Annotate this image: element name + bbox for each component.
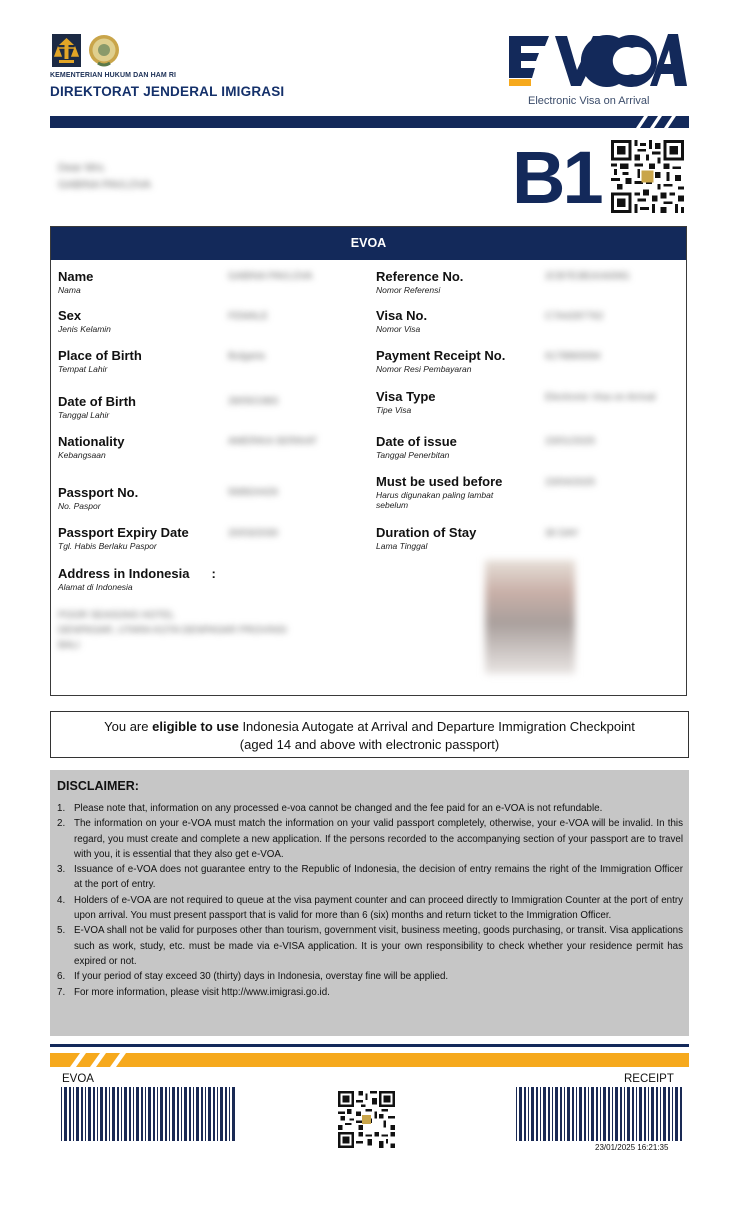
field-label: Must be used before: [376, 474, 503, 489]
address-label-text: Address in Indonesia: [58, 566, 190, 581]
recipient-greeting: Dear Mrs.: [58, 162, 107, 174]
address-colon: :: [211, 566, 216, 581]
item-number: 6.: [57, 971, 66, 983]
qr-code-bottom-icon: [338, 1091, 395, 1153]
autogate-rest: Indonesia Autogate at Arrival and Departure Immigration Checkpoint: [242, 719, 635, 734]
autogate-bold: eligible to use: [152, 719, 239, 734]
immigration-seal-icon: [89, 35, 119, 65]
item-number: 1.: [57, 803, 66, 814]
field-sublabel: Jenis Kelamin: [58, 324, 111, 334]
field-reference-no: [376, 269, 463, 295]
field-must-be-used-before: [376, 474, 526, 510]
field-value: C7A4287762: [545, 311, 604, 322]
list-item: [57, 923, 683, 969]
footer-divider-bar: [50, 1044, 689, 1068]
field-sublabel: Tempat Lahir: [58, 364, 108, 374]
list-item: [57, 801, 683, 816]
list-item: [57, 893, 683, 924]
evoa-logo: [505, 30, 690, 95]
footer-receipt-label: RECEIPT: [624, 1073, 674, 1085]
field-value: 20/03/2030: [228, 528, 279, 539]
list-item: [57, 969, 683, 984]
field-value: 2CB7E3B1KA0081: [545, 271, 631, 282]
field-date-of-issue: [376, 434, 457, 460]
autogate-prefix: You are: [104, 719, 149, 734]
field-sublabel: Nama: [58, 285, 81, 295]
evoa-tagline: Electronic Visa on Arrival: [528, 95, 650, 107]
applicant-photo: [485, 560, 575, 674]
field-value: 28/05/1983: [228, 396, 279, 407]
field-sublabel: Tipe Visa: [376, 405, 412, 415]
list-item: [57, 816, 683, 862]
field-label: Date of issue: [376, 434, 457, 449]
field-value: 23/01/2025: [545, 436, 596, 447]
field-sublabel: Nomor Visa: [376, 324, 421, 334]
field-date-of-birth: [58, 394, 136, 420]
field-label: Sex: [58, 308, 82, 323]
field-sublabel: No. Paspor: [58, 501, 101, 511]
field-sublabel: Tanggal Penerbitan: [376, 450, 450, 460]
field-label: Payment Receipt No.: [376, 348, 506, 363]
recipient-block: [58, 160, 151, 194]
field-visa-type: [376, 389, 436, 415]
item-number: 7.: [57, 986, 66, 998]
field-passport-expiry: [58, 525, 189, 551]
ministry-emblem-icon: [52, 34, 81, 67]
field-sublabel: Harus digunakan paling lambat sebelum: [376, 490, 494, 510]
field-value: Electronic Visa on Arrival: [545, 392, 656, 403]
item-text: Holders of e-VOA are not required to queue at the visa payment counter and can proceed directly to Immigration Counter at the port of entry upon arrival. You must present passport that is valid for more than 6 (six) months and return ticket to the Immigration Officer.: [74, 894, 683, 922]
directorate-name: DIREKTORAT JENDERAL IMIGRASI: [50, 84, 285, 99]
address-value: [58, 608, 287, 653]
field-sublabel: Tgl. Habis Berlaku Paspor: [58, 541, 157, 551]
field-label: Visa No.: [376, 308, 428, 323]
field-visa-no: [376, 308, 427, 334]
field-label: Name: [58, 269, 94, 284]
item-number: 4.: [57, 894, 66, 906]
item-number: 3.: [57, 864, 66, 876]
autogate-line-1: [51, 718, 688, 736]
field-value: 30 DAY: [545, 528, 579, 539]
field-value: 568924426: [228, 487, 279, 498]
disclaimer-title: DISCLAIMER:: [57, 779, 139, 793]
government-logos: [50, 33, 126, 74]
item-text: Issuance of e-VOA does not guarantee entry to the Republic of Indonesia, the decision of entry remains the right of the Immigration Officer at the port of entry.: [74, 864, 683, 891]
item-text: Please note that, information on any processed e-voa cannot be changed and the fee paid for an e-VOA is not refundable.: [74, 803, 603, 814]
field-value: 6178860094: [545, 351, 601, 362]
address-line: DENPASAR, UTARA KOTA DENPASAR PROVINSI: [58, 625, 287, 636]
footer-evoa-label: EVOA: [62, 1073, 94, 1085]
item-number: 5.: [57, 925, 66, 937]
field-label: Place of Birth: [58, 348, 142, 363]
field-address: [58, 566, 216, 592]
field-label: Date of Birth: [58, 394, 136, 409]
item-text: If your period of stay exceed 30 (thirty) days in Indonesia, overstay fine will be applied.: [74, 971, 449, 983]
field-sublabel: Nomor Resi Pembayaran: [376, 364, 472, 374]
disclaimer-list: [57, 801, 683, 1000]
field-payment-receipt-no: [376, 348, 505, 374]
field-place-of-birth: [58, 348, 142, 374]
barcode-receipt-icon: [516, 1087, 684, 1146]
card-title: EVOA: [51, 227, 686, 260]
field-sex: [58, 308, 111, 334]
field-label: Visa Type: [376, 389, 436, 404]
field-sublabel: Nomor Referensi: [376, 285, 441, 295]
address-line: POOR SEASONS HOTEL: [58, 610, 175, 621]
receipt-timestamp: 23/01/2025 16:21:35: [595, 1143, 669, 1152]
field-name: [58, 269, 93, 295]
header-divider-bar: [50, 115, 689, 127]
autogate-notice: [50, 711, 689, 758]
field-nationality: [58, 434, 124, 460]
item-text: The information on your e-VOA must match the information on your valid passport completely, otherwise, your e-VOA will be invalid. In this regard, you must create and complete a new application. If the persons recorded to the accompanying section of your passport are to travel with you, it is essential that they also get e-VOA.: [74, 818, 683, 860]
item-text: E-VOA shall not be valid for purposes other than tourism, government visit, business meeting, goods purchasing, or transit. Visa applications such as work, study, etc. must be made via e-VISA application. It is your own responsibility to check whether your residence permit has expired or not.: [74, 925, 683, 967]
list-item: [57, 862, 683, 893]
recipient-name: GABINA PAVLOVA: [58, 179, 151, 191]
ministry-name: KEMENTERIAN HUKUM DAN HAM RI: [50, 72, 177, 79]
visa-code: B1: [512, 136, 601, 219]
field-sublabel: Kebangsaan: [58, 450, 106, 460]
item-number: 2.: [57, 818, 66, 830]
field-label: Nationality: [58, 434, 125, 449]
field-sublabel: Tanggal Lahir: [58, 410, 110, 420]
field-label: Passport No.: [58, 485, 139, 500]
autogate-line-2: (aged 14 and above with electronic passport): [239, 737, 500, 752]
address-line: BALI: [58, 640, 80, 651]
field-sublabel: Alamat di Indonesia: [58, 582, 133, 592]
field-value: AMERIKA SERIKAT: [228, 436, 318, 447]
field-label: Reference No.: [376, 269, 464, 284]
field-value: 23/04/2025: [545, 477, 596, 488]
field-value: GABINA PAVLOVA: [228, 271, 313, 282]
field-sublabel: Lama Tinggal: [376, 541, 428, 551]
field-duration-of-stay: [376, 525, 476, 551]
field-label: [58, 566, 216, 581]
item-text: For more information, please visit http://www.imigrasi.go.id.: [74, 986, 330, 998]
field-passport-no: [58, 485, 138, 511]
qr-code-icon: [611, 140, 684, 218]
field-label: Duration of Stay: [376, 525, 477, 540]
field-label: Passport Expiry Date: [58, 525, 189, 540]
list-item: [57, 985, 683, 1000]
field-value: FEMALE: [228, 311, 269, 322]
barcode-evoa-icon: [61, 1087, 239, 1146]
field-value: Bulgaria: [228, 351, 265, 362]
